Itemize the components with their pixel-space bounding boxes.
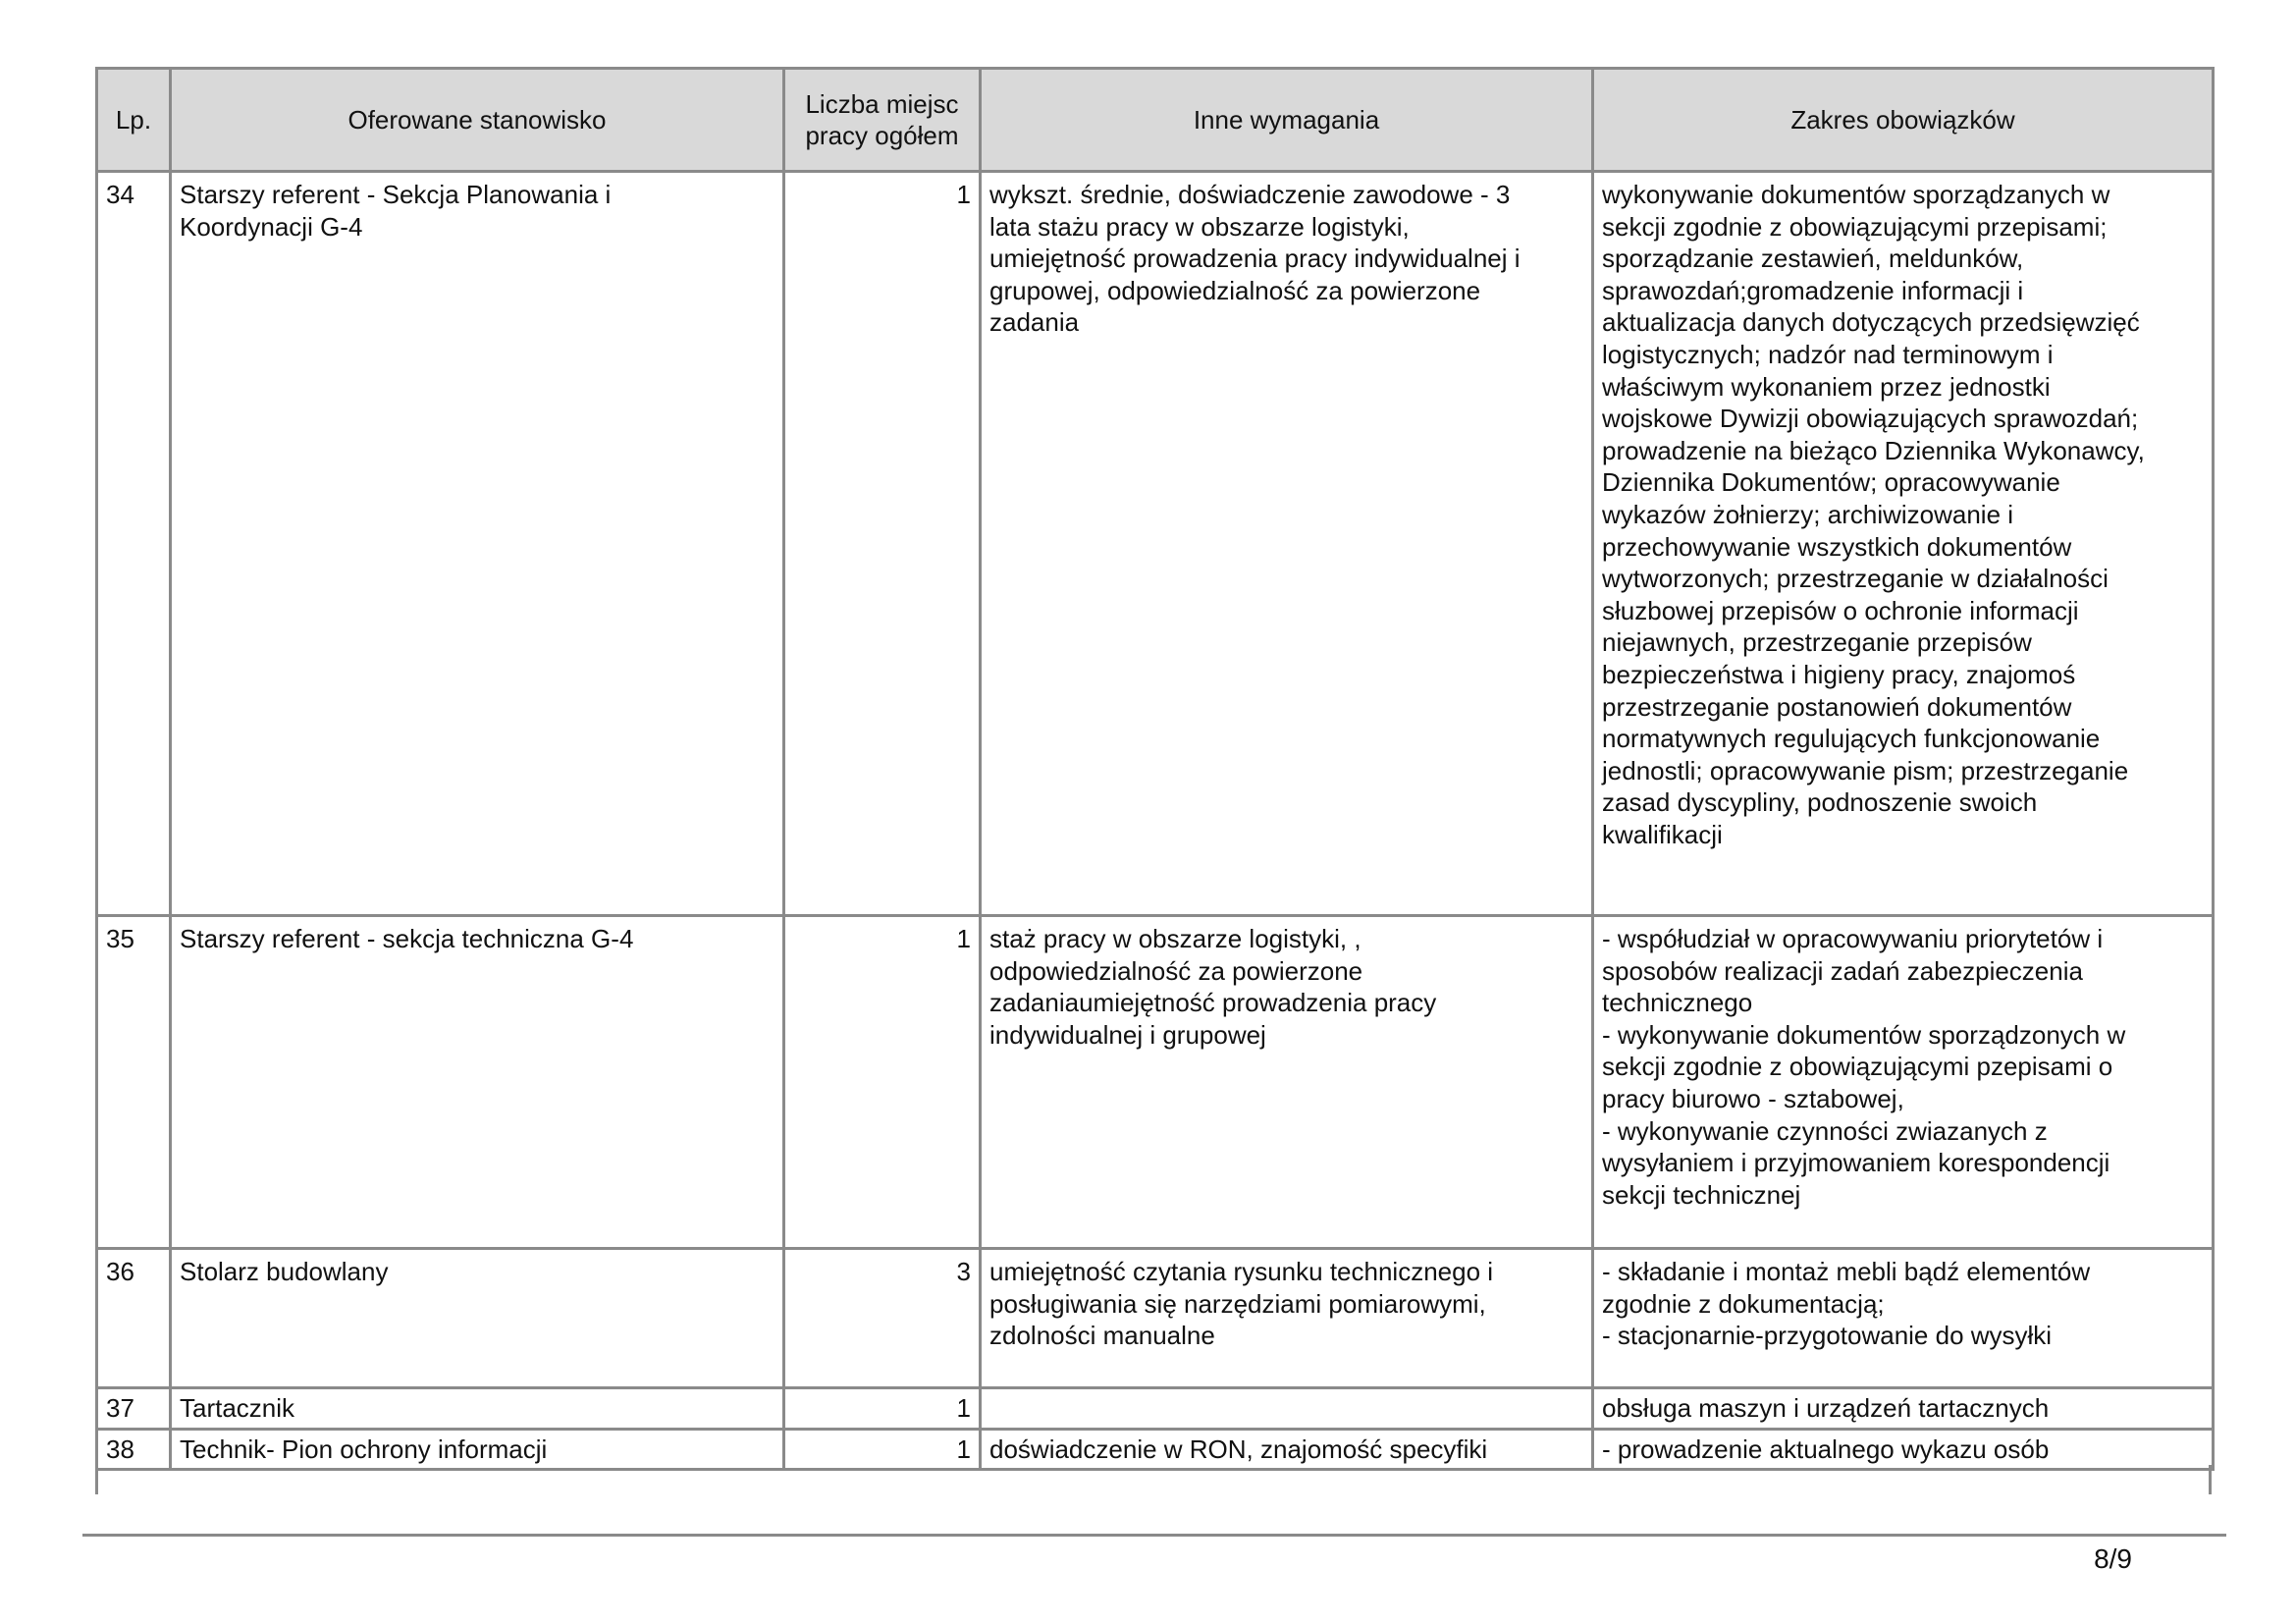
cell-position: Starszy referent - Sekcja Planowania i Koordynacji G-4 [171, 172, 784, 916]
cell-requirements: umiejętność czytania rysunku technicznego i posługiwania się narzędziami pomiarowymi, zdolności manualne [981, 1249, 1593, 1388]
header-duties: Zakres obowiązków [1593, 69, 2214, 172]
job-offers-table [95, 67, 2215, 1471]
cell-lp: 36 [97, 1249, 171, 1388]
cell-lp: 34 [97, 172, 171, 916]
table-row [97, 916, 2214, 1249]
header-lp: Lp. [97, 69, 171, 172]
cell-lp: 38 [97, 1429, 171, 1470]
cell-lp: 37 [97, 1388, 171, 1430]
cell-requirements: doświadczenie w RON, znajomość specyfiki [981, 1429, 1593, 1470]
cell-duties: - prowadzenie aktualnego wykazu osób [1593, 1429, 2214, 1470]
cell-position: Stolarz budowlany [171, 1249, 784, 1388]
table-row [97, 1249, 2214, 1388]
cell-duties: - składanie i montaż mebli bądź elementów zgodnie z dokumentacją; - stacjonarnie-przygotowanie do wysyłki [1593, 1249, 2214, 1388]
header-position: Oferowane stanowisko [171, 69, 784, 172]
table-header-row [97, 69, 2214, 172]
header-count: Liczba miejsc pracy ogółem [784, 69, 981, 172]
cell-requirements: staż pracy w obszarze logistyki, , odpowiedzialność za powierzone zadaniaumiejętność prowadzenia pracy indywidualnej i grupowej [981, 916, 1593, 1249]
table-continuation-left [95, 1465, 98, 1494]
cell-duties: obsługa maszyn i urządzeń tartacznych [1593, 1388, 2214, 1430]
cell-requirements [981, 1388, 1593, 1430]
cell-duties: - współudział w opracowywaniu priorytetów i sposobów realizacji zadań zabezpieczenia technicznego - wykonywanie dokumentów sporządzonych w sekcji zgodnie z obowiązującymi pzepisami o pracy biurowo - sztabowej, - wykonywanie czynności zwiazanych z wysyłaniem i przyjmowaniem korespondencji sekcji technicznej [1593, 916, 2214, 1249]
cell-lp: 35 [97, 916, 171, 1249]
cell-count: 3 [784, 1249, 981, 1388]
cell-count: 1 [784, 916, 981, 1249]
table-continuation-right [2209, 1465, 2212, 1494]
table-row [97, 1388, 2214, 1430]
cell-position: Tartacznik [171, 1388, 784, 1430]
page-number: 8/9 [2094, 1543, 2132, 1574]
cell-position: Technik- Pion ochrony informacji [171, 1429, 784, 1470]
header-requirements: Inne wymagania [981, 69, 1593, 172]
cell-position: Starszy referent - sekcja techniczna G-4 [171, 916, 784, 1249]
cell-count: 1 [784, 1388, 981, 1430]
cell-count: 1 [784, 172, 981, 916]
cell-duties: wykonywanie dokumentów sporządzanych w sekcji zgodnie z obowiązującymi przepisami; sporządzanie zestawień, meldunków, sprawozdań;gromadzenie informacji i aktualizacja danych dotyczących przedsięwzięć logistycznych; nadzór nad terminowym i właściwym wykonaniem przez jednostki wojskowe Dywizji obowiązujących sprawozdań; prowadzenie na bieżąco Dziennika Wykonawcy, Dziennika Dokumentów; opracowywanie wykazów żołnierzy; archiwizowanie i przechowywanie wszystkich dokumentów wytworzonych; przestrzeganie w działalności słuzbowej przepisów o ochronie informacji niejawnych, przestrzeganie przepisów bezpieczeństwa i higieny pracy, znajomoś przestrzeganie postanowień dokumentów normatywnych regulujących funkcjonowanie jednostli; opracowywanie pism; przestrzeganie zasad dyscypliny, podnoszenie swoich kwalifikacji [1593, 172, 2214, 916]
footer-divider [82, 1534, 2226, 1537]
cell-requirements: wykszt. średnie, doświadczenie zawodowe - 3 lata stażu pracy w obszarze logistyki, umiejętność prowadzenia pracy indywidualnej i grupowej, odpowiedzialność za powierzone zadania [981, 172, 1593, 916]
table-row [97, 172, 2214, 916]
table-row [97, 1429, 2214, 1470]
cell-count: 1 [784, 1429, 981, 1470]
